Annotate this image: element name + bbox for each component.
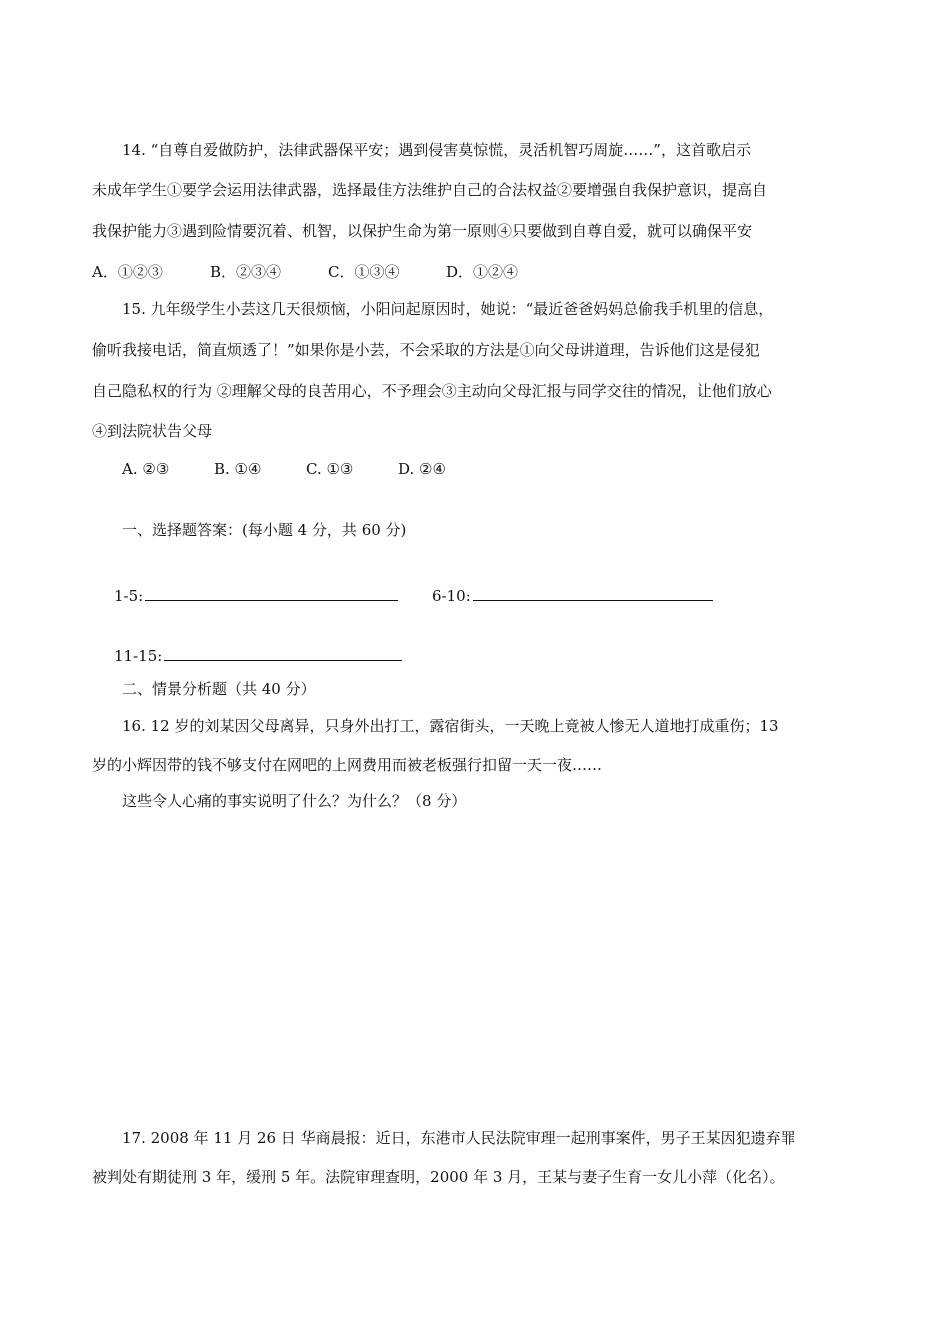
q17-line-1: 17. 2008 年 11 月 26 日 华商晨报：近日，东港市人民法院审理一起刑事案件，男子王某因犯遗弃罪 xyxy=(122,1129,796,1147)
answer-row-6-10 xyxy=(432,584,713,606)
answer-row-11-15 xyxy=(114,644,402,666)
q15-option-b: B. ①④ xyxy=(214,460,262,478)
q16-question: 这些令人心痛的事实说明了什么？为什么？（8 分） xyxy=(122,792,467,810)
q14-option-b: B．②③④ xyxy=(210,263,282,281)
q14-option-a: A．①②③ xyxy=(92,263,163,281)
q15-option-c: C. ①③ xyxy=(306,460,354,478)
section-1-heading: 一、选择题答案：(每小题 4 分，共 60 分) xyxy=(122,521,407,539)
q15-line-1: 15. 九年级学生小芸这几天很烦恼，小阳问起原因时，她说：“最近爸爸妈妈总偷我手机里的信息， xyxy=(122,300,774,318)
q15-line-3: 自己隐私权的行为 ②理解父母的良苦用心，不予理会③主动向父母汇报与同学交往的情况，让他们放心 xyxy=(92,382,772,400)
answer-label-1-5: 1-5: xyxy=(114,587,144,605)
q15-options xyxy=(122,459,446,479)
q14-line-1: 14. “自尊自爱做防护，法律武器保平安；遇到侵害莫惊慌，灵活机智巧周旋……”，这首歌启示 xyxy=(122,141,751,159)
q15-option-d: D. ②④ xyxy=(398,460,446,478)
q15-line-2: 偷听我接电话，简直烦透了！”如果你是小芸，不会采取的方法是①向父母讲道理，告诉他们这是侵犯 xyxy=(92,341,760,359)
q17-line-2: 被判处有期徒刑 3 年，缓刑 5 年。法院审理查明，2000 年 3 月，王某与妻子生育一女儿小萍（化名）。 xyxy=(92,1168,785,1186)
answer-blank-1-5[interactable] xyxy=(145,584,398,601)
q15-line-4: ④到法院状告父母 xyxy=(92,422,213,440)
answer-label-11-15: 11-15: xyxy=(114,647,163,665)
q16-line-2: 岁的小辉因带的钱不够支付在网吧的上网费用而被老板强行扣留一天一夜…… xyxy=(92,756,603,774)
section-2-heading: 二、情景分析题（共 40 分） xyxy=(122,680,316,698)
q16-line-1: 16. 12 岁的刘某因父母离异，只身外出打工，露宿街头，一天晚上竟被人惨无人道地打成重伤；13 xyxy=(122,717,779,735)
answer-label-6-10: 6-10: xyxy=(432,587,471,605)
q14-option-d: D．①②④ xyxy=(446,263,519,281)
answer-blank-11-15[interactable] xyxy=(164,644,402,661)
q14-line-3: 我保护能力③遇到险情要沉着、机智，以保护生命为第一原则④只要做到自尊自爱，就可以确保平安 xyxy=(92,222,753,240)
q14-line-2: 未成年学生①要学会运用法律武器，选择最佳方法维护自己的合法权益②要增强自我保护意识，提高自 xyxy=(92,181,768,199)
answer-row-1-5 xyxy=(114,584,398,606)
q14-option-c: C．①③④ xyxy=(328,263,400,281)
q14-options xyxy=(92,262,518,282)
answer-blank-6-10[interactable] xyxy=(473,584,713,601)
q15-option-a: A. ②③ xyxy=(122,460,170,478)
